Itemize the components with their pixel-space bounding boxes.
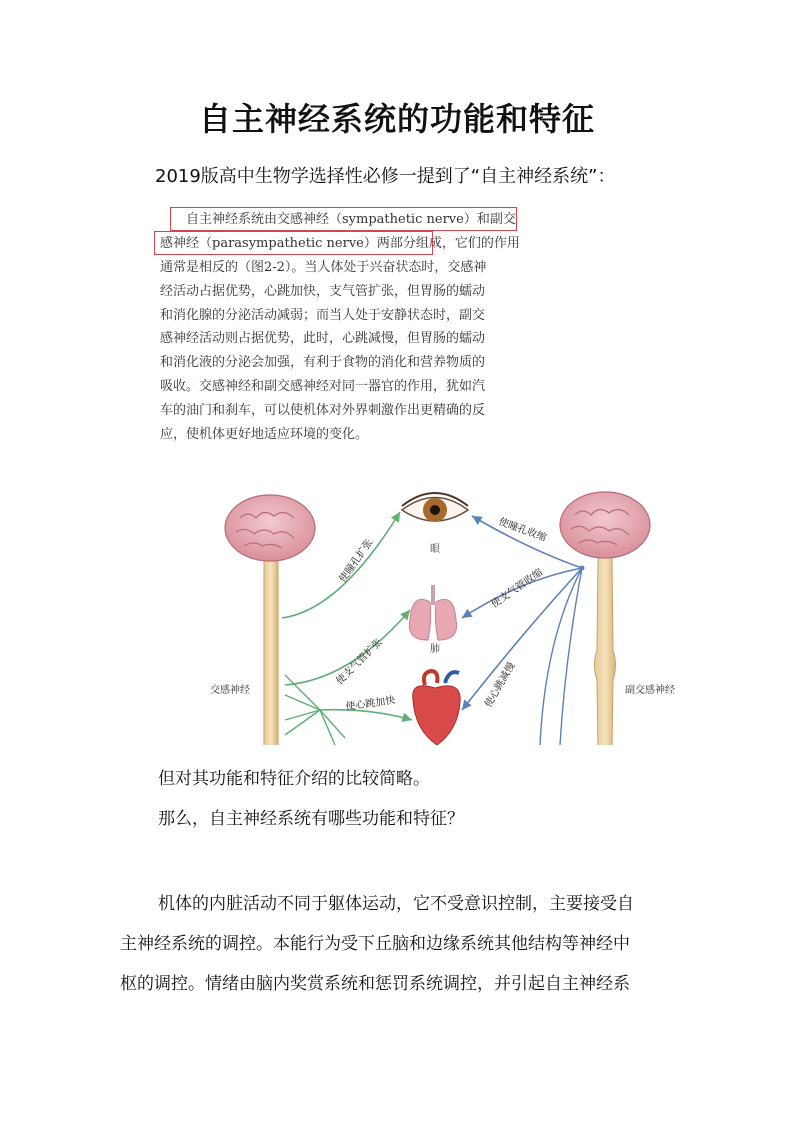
lung-label: 肺 xyxy=(430,644,440,655)
intro-sentence: 2019版高中生物学选择性必修一提到了“自主神经系统”： xyxy=(155,166,616,187)
paragraph-question: 那么，自主神经系统有哪些功能和特征？ xyxy=(158,809,464,829)
parasympathetic-nerve-label: 副交感神经 xyxy=(625,685,675,696)
body-line: 主神经系统的调控。本能行为受下丘脑和边缘系统其他结构等神经中 xyxy=(120,934,630,954)
effect-label-pupil-constrict: 使瞳孔收缩 xyxy=(496,516,548,544)
excerpt-line: 吸收。交感神经和副交感神经对同一器官的作用，犹如汽 xyxy=(160,379,486,395)
effect-label-bronchi-dilate: 使支气管扩张 xyxy=(334,636,385,688)
effect-label-bronchi-constrict: 使支气管收缩 xyxy=(489,567,545,611)
left-brain xyxy=(225,495,315,745)
excerpt-line: 和消化液的分泌会加强，有利于食物的消化和营养物质的 xyxy=(160,355,486,371)
excerpt-line: 自主神经系统由交感神经（sympathetic nerve）和副交 xyxy=(186,212,516,227)
body-line: 枢的调控。情绪由脑内奖赏系统和惩罚系统调控，并引起自主神经系 xyxy=(120,974,630,994)
excerpt-line: 和消化腺的分泌活动减弱；而当人处于安静状态时，副交 xyxy=(160,307,486,323)
lung-organ xyxy=(409,585,456,640)
page-title: 自主神经系统的功能和特征 xyxy=(198,100,595,138)
excerpt-line: 感神经活动则占据优势，此时，心跳减慢，但胃肠的蠕动 xyxy=(160,331,486,347)
textbook-excerpt xyxy=(160,208,520,447)
nervous-system-diagram xyxy=(200,480,690,745)
diagram-svg xyxy=(200,480,690,745)
excerpt-line: 应，使机体更好地适应环境的变化。 xyxy=(160,427,369,443)
effect-label-heart-slower: 使心跳减慢 xyxy=(483,660,518,710)
heart-organ xyxy=(413,671,460,745)
effect-label-heart-faster: 使心跳加快 xyxy=(344,695,396,713)
eye-label: 眼 xyxy=(430,544,440,555)
eye-organ xyxy=(402,493,468,522)
excerpt-line: 通常是相反的（图2-2）。当人体处于兴奋状态时，交感神 xyxy=(160,259,487,275)
effect-label-pupil-dilate: 使瞳孔扩张 xyxy=(337,537,376,585)
body-paragraph xyxy=(120,884,680,1004)
excerpt-line: 感神经（parasympathetic nerve）两部分组成，它们的作用 xyxy=(160,235,520,251)
excerpt-line: 车的油门和刹车，可以使机体对外界刺激作出更精确的反 xyxy=(160,403,486,419)
excerpt-line: 经活动占据优势，心跳加快，支气管扩张，但胃肠的蠕动 xyxy=(160,283,486,299)
body-line: 机体的内脏活动不同于躯体运动，它不受意识控制，主要接受自 xyxy=(158,894,634,914)
paragraph-brief: 但对其功能和特征介绍的比较简略。 xyxy=(158,769,430,789)
sympathetic-nerve-label: 交感神经 xyxy=(210,685,250,696)
